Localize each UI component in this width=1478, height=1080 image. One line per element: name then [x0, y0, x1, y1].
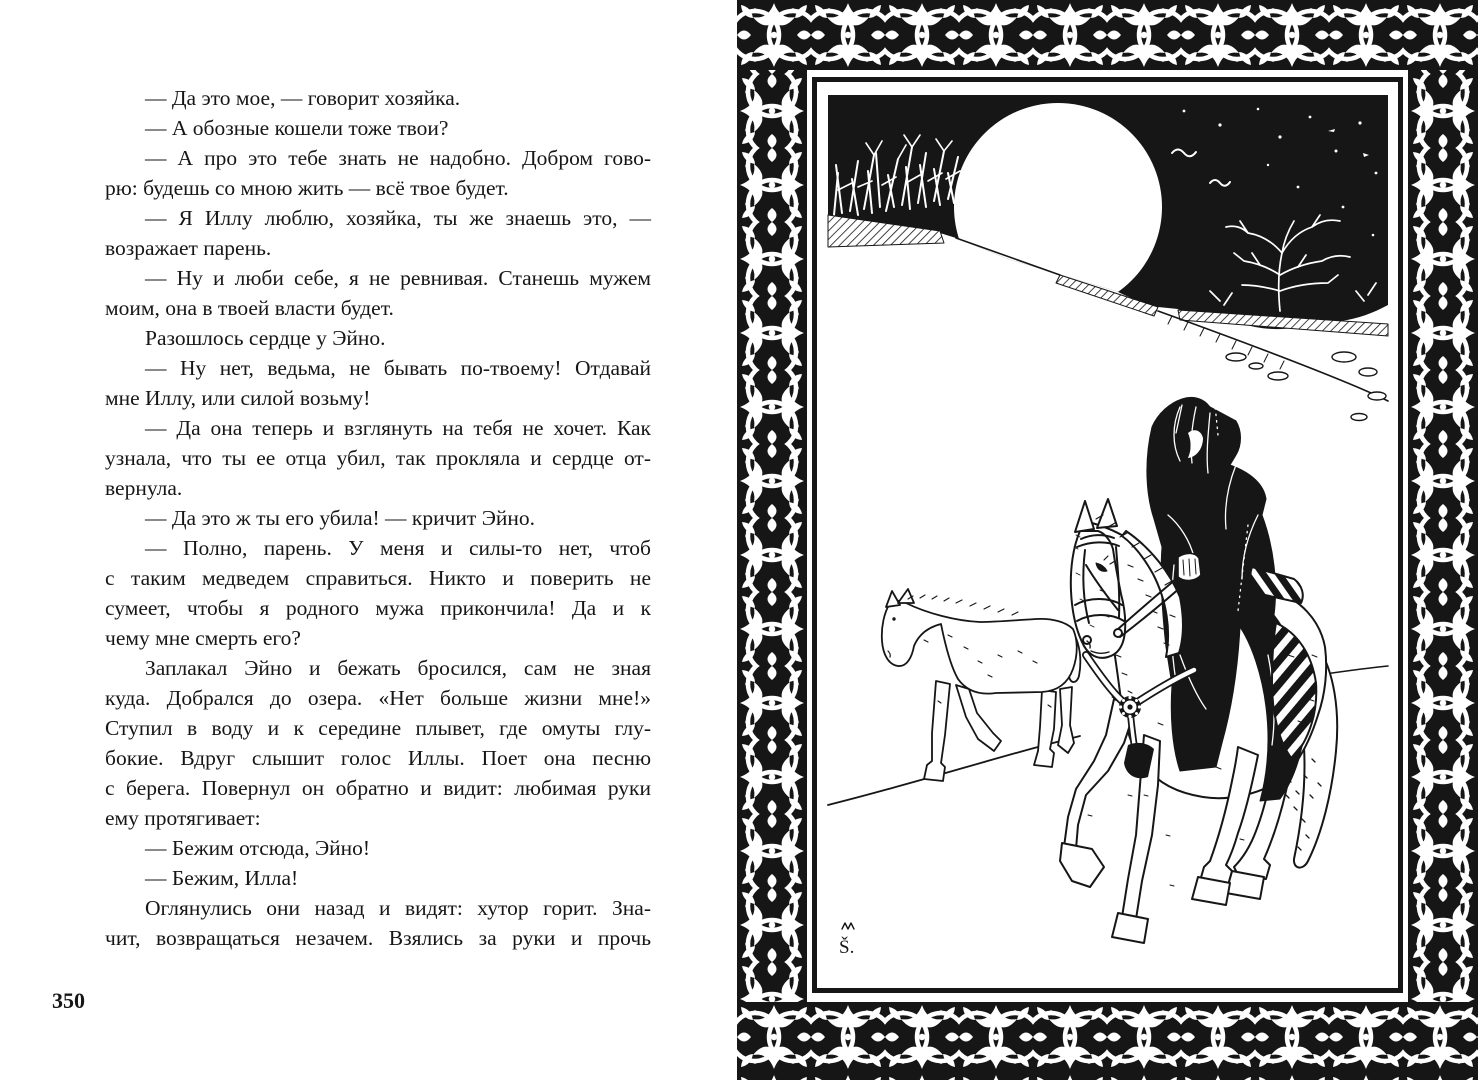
- text-line: бокие. Вдруг слышит голос Иллы. Поет она песню: [105, 746, 651, 770]
- paragraph: [105, 503, 651, 533]
- paragraph: [105, 203, 651, 263]
- text-line: — Полно, парень. У меня и силы-то нет, чтоб: [145, 536, 651, 560]
- text-line: — Да она теперь и взглянуть на тебя не хочет. Как: [145, 416, 651, 440]
- horse-hoof: [1192, 877, 1230, 905]
- text-line: с таким медведем справиться. Никто и поверить не: [105, 566, 651, 590]
- text-line: сумеет, чтобы я родного мужа прикончила! Да и к: [105, 596, 651, 620]
- text-line: чему мне смерть его?: [105, 626, 301, 650]
- text-line: рю: будешь со мною жить — всё твое будет.: [105, 176, 509, 200]
- text-line: Заплакал Эйно и бежать бросился, сам не зная: [145, 656, 651, 680]
- text-line: возражает парень.: [105, 236, 272, 260]
- text-line: — Ну и люби себе, я не ревнивая. Станешь мужем: [145, 266, 651, 290]
- paragraph: [105, 113, 651, 143]
- text-line: мне Иллу, или силой возьму!: [105, 386, 371, 410]
- paragraph: [105, 83, 651, 113]
- text-line: чит, возвращаться незачем. Взялись за руки и прочь: [105, 926, 651, 950]
- text-line: с берега. Повернул он обратно и видит: любимая руки: [105, 776, 651, 800]
- paragraph: [105, 893, 651, 953]
- svg-text:Š.: Š.: [839, 937, 855, 958]
- text-line: Разошлось сердце у Эйно.: [145, 326, 386, 350]
- text-line: узнала, что ты ее отца убил, так прокляла и сердце от-: [105, 446, 651, 470]
- story-text: [105, 83, 651, 953]
- text-line: вернула.: [105, 476, 183, 500]
- text-line: — Бежим отсюда, Эйно!: [145, 836, 371, 860]
- text-line: — А про это тебе знать не надобно. Добром гово-: [145, 146, 651, 170]
- breast-strap-rosette: [1119, 696, 1141, 718]
- paragraph: [105, 863, 651, 893]
- text-line: моим, она в твоей власти будет.: [105, 296, 394, 320]
- rider-hand: [1178, 553, 1201, 580]
- text-line: — Да это мое, — говорит хозяйка.: [145, 86, 461, 110]
- text-line: Ступил в воду и к середине плывет, где омуты глу-: [105, 716, 651, 740]
- text-line: — Бежим, Илла!: [145, 866, 299, 890]
- paragraph: [105, 323, 651, 353]
- text-line: ему протягивает:: [105, 806, 261, 830]
- paragraph: [105, 353, 651, 413]
- text-line: Оглянулись они назад и видят: хутор горит. Зна-: [145, 896, 651, 920]
- text-line: куда. Добрался до озера. «Нет больше жизни мне!»: [105, 686, 651, 710]
- paragraph: [105, 143, 651, 203]
- paragraph: [105, 263, 651, 323]
- text-line: — Да это ж ты его убила! — кричит Эйно.: [145, 506, 536, 530]
- paragraph: [105, 653, 651, 833]
- paragraph: [105, 533, 651, 653]
- text-line: — Я Иллу люблю, хозяйка, ты же знаешь это, —: [145, 206, 651, 230]
- paragraph: [105, 413, 651, 503]
- text-line: — А обозные кошели тоже твои?: [145, 116, 449, 140]
- text-line: — Ну нет, ведьма, не бывать по-твоему! Отдавай: [145, 356, 651, 380]
- paragraph: [105, 833, 651, 863]
- page-number: 350: [52, 988, 85, 1013]
- illustration-plate: [737, 0, 1478, 1080]
- horse-hoof: [1112, 913, 1148, 943]
